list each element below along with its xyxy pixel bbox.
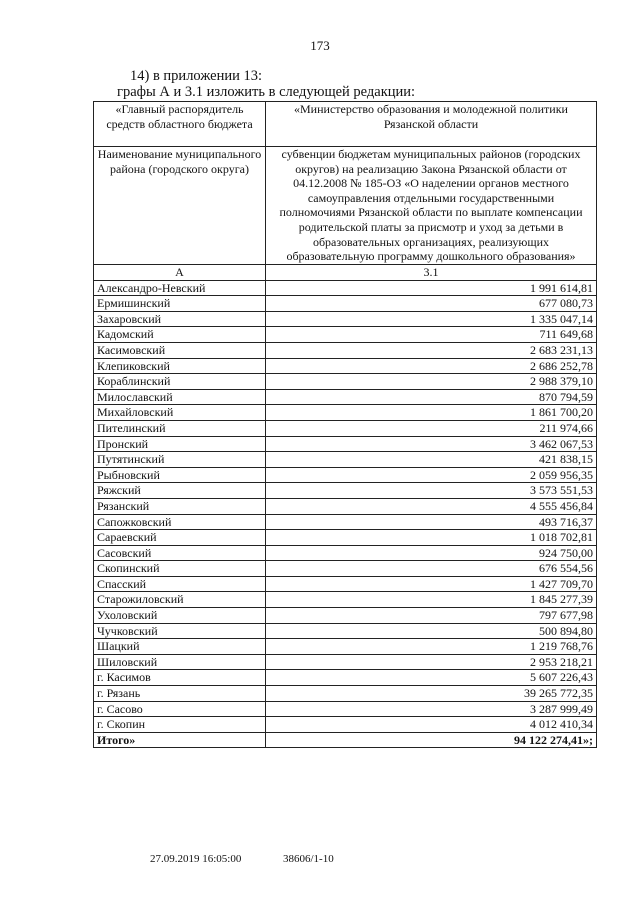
district-amount: 1 335 047,14 <box>266 311 597 327</box>
table-row <box>94 342 597 358</box>
header-administrator-label: «Главный распорядитель средств областного бюджета <box>94 102 266 147</box>
table-row <box>94 389 597 405</box>
table-row <box>94 670 597 686</box>
district-amount: 676 554,56 <box>266 561 597 577</box>
column-letter-a: А <box>94 265 266 281</box>
district-name: Кораблинский <box>94 374 266 390</box>
table-row <box>94 514 597 530</box>
district-name: Старожиловский <box>94 592 266 608</box>
district-amount: 924 750,00 <box>266 545 597 561</box>
district-name: Клепиковский <box>94 358 266 374</box>
district-amount: 493 716,37 <box>266 514 597 530</box>
table-row <box>94 576 597 592</box>
district-name: Милославский <box>94 389 266 405</box>
district-amount: 3 287 999,49 <box>266 701 597 717</box>
intro-line-1: 14) в приложении 13: <box>130 68 263 84</box>
table-row <box>94 545 597 561</box>
district-name: Ряжский <box>94 483 266 499</box>
header-district-label: Наименование муниципального района (городского округа) <box>94 147 266 265</box>
district-amount: 211 974,66 <box>266 420 597 436</box>
district-name: Пронский <box>94 436 266 452</box>
district-name: Касимовский <box>94 342 266 358</box>
table-row <box>94 686 597 702</box>
table-row <box>94 623 597 639</box>
total-label: Итого» <box>94 732 266 748</box>
district-amount: 421 838,15 <box>266 452 597 468</box>
district-amount: 1 861 700,20 <box>266 405 597 421</box>
header-row-columns <box>94 147 597 265</box>
total-row <box>94 732 597 748</box>
table-row <box>94 530 597 546</box>
district-amount: 870 794,59 <box>266 389 597 405</box>
district-name: г. Сасово <box>94 701 266 717</box>
district-name: Скопинский <box>94 561 266 577</box>
district-amount: 1 991 614,81 <box>266 280 597 296</box>
intro-line-2: графы А и 3.1 изложить в следующей редакции: <box>117 84 416 100</box>
table-row <box>94 405 597 421</box>
table-row <box>94 654 597 670</box>
district-amount: 1 018 702,81 <box>266 530 597 546</box>
district-amount: 677 080,73 <box>266 296 597 312</box>
district-name: Рыбновский <box>94 467 266 483</box>
footer-date: 27.09.2019 16:05:00 <box>150 853 242 865</box>
table-row <box>94 498 597 514</box>
district-amount: 1 845 277,39 <box>266 592 597 608</box>
district-name: г. Скопин <box>94 717 266 733</box>
table-row <box>94 561 597 577</box>
header-administrator-value: «Министерство образования и молодежной политики Рязанской области <box>266 102 597 147</box>
district-name: Александро-Невский <box>94 280 266 296</box>
district-amount: 2 686 252,78 <box>266 358 597 374</box>
column-letter-3-1: 3.1 <box>266 265 597 281</box>
district-amount: 2 953 218,21 <box>266 654 597 670</box>
table-row <box>94 327 597 343</box>
district-name: Сараевский <box>94 530 266 546</box>
table-row <box>94 717 597 733</box>
header-row-administrator <box>94 102 597 147</box>
district-name: Сасовский <box>94 545 266 561</box>
district-amount: 2 683 231,13 <box>266 342 597 358</box>
table-row <box>94 311 597 327</box>
district-name: Кадомский <box>94 327 266 343</box>
table-row <box>94 592 597 608</box>
district-name: Сапожковский <box>94 514 266 530</box>
table-row <box>94 467 597 483</box>
district-amount: 500 894,80 <box>266 623 597 639</box>
district-name: Захаровский <box>94 311 266 327</box>
table-row <box>94 358 597 374</box>
page-number: 173 <box>310 38 330 53</box>
table-row <box>94 420 597 436</box>
table-row <box>94 280 597 296</box>
district-amount: 5 607 226,43 <box>266 670 597 686</box>
district-amount: 1 219 768,76 <box>266 639 597 655</box>
table-row <box>94 374 597 390</box>
district-name: г. Рязань <box>94 686 266 702</box>
district-amount: 3 462 067,53 <box>266 436 597 452</box>
district-name: Пителинский <box>94 420 266 436</box>
district-name: Шацкий <box>94 639 266 655</box>
district-amount: 711 649,68 <box>266 327 597 343</box>
district-name: Чучковский <box>94 623 266 639</box>
district-amount: 2 988 379,10 <box>266 374 597 390</box>
district-name: Ермишинский <box>94 296 266 312</box>
table-row <box>94 483 597 499</box>
district-name: Шиловский <box>94 654 266 670</box>
table-row <box>94 639 597 655</box>
table-row <box>94 701 597 717</box>
district-amount: 4 012 410,34 <box>266 717 597 733</box>
district-amount: 2 059 956,35 <box>266 467 597 483</box>
district-name: Михайловский <box>94 405 266 421</box>
total-amount: 94 122 274,41»; <box>266 732 597 748</box>
column-letter-row <box>94 265 597 281</box>
table-row <box>94 296 597 312</box>
footer-document-code: 38606/1-10 <box>283 853 334 865</box>
district-amount: 39 265 772,35 <box>266 686 597 702</box>
header-subvention-label: субвенции бюджетам муниципальных районов (городских округов) на реализацию Закона Рязанской области от 04.12.2008 № 185-ОЗ «О наделении органов местного самоуправления отдельными государственными полномочиями Рязанской области по выплате компенсации родительской платы за присмотр и уход за детьми в образовательных организациях, реализующих образовательную программу дошкольного образования» <box>266 147 597 265</box>
district-name: Спасский <box>94 576 266 592</box>
district-name: Ухоловский <box>94 608 266 624</box>
table-row <box>94 436 597 452</box>
table-row <box>94 452 597 468</box>
appendix-table <box>93 101 597 748</box>
district-name: Путятинский <box>94 452 266 468</box>
district-amount: 4 555 456,84 <box>266 498 597 514</box>
district-amount: 3 573 551,53 <box>266 483 597 499</box>
table-row <box>94 608 597 624</box>
district-amount: 797 677,98 <box>266 608 597 624</box>
district-amount: 1 427 709,70 <box>266 576 597 592</box>
district-name: Рязанский <box>94 498 266 514</box>
district-name: г. Касимов <box>94 670 266 686</box>
